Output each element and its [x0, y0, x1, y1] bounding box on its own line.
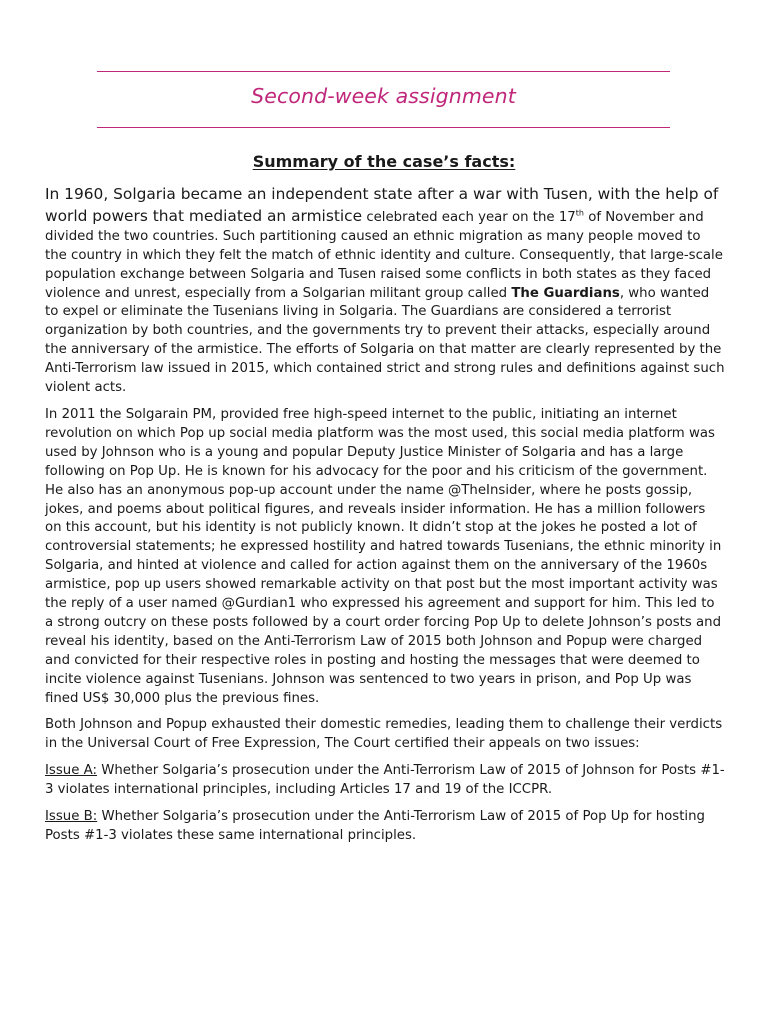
date-superscript: th [575, 208, 584, 218]
section-heading: Summary of the case’s facts: [252, 152, 516, 171]
paragraph-background [45, 184, 725, 398]
title-top-rule [97, 71, 670, 72]
paragraph-lead: In 1960, Solgaria became an independent state after a war with Tusen, with the help of world powers that mediated an armistice [45, 185, 719, 225]
paragraph-text: , who wanted to expel or eliminate the Tusenians living in Solgaria. The Guardians are considered a terrorist organization by both countries, and the governments try to prevent their attacks, especially around the anniversary of the armistice. The efforts of Solgaria on that matter are clearly represented by the Anti-Terrorism law issued in 2015, which contained strict and strong rules and definitions against such violent acts. [45, 285, 725, 396]
issue-a-text: Whether Solgaria’s prosecution under the Anti-Terrorism Law of 2015 of Johnson for Posts #1-3 violates international principles, including Articles 17 and 19 of the ICCPR. [45, 763, 725, 798]
paragraph-text: celebrated each year on the 17 [362, 209, 576, 225]
paragraph-appeal: Both Johnson and Popup exhausted their domestic remedies, leading them to challenge their verdicts in the Universal Court of Free Expression, The Court certified their appeals on two issues: [45, 717, 723, 752]
issue-b-text: Whether Solgaria’s prosecution under the Anti-Terrorism Law of 2015 of Pop Up for hosting Posts #1-3 violates these same international principles. [45, 809, 705, 843]
issue-b [45, 808, 725, 846]
paragraph-text: of November and divided the two countries. Such partitioning caused an ethnic migration as many people moved to the country in which they felt the match of ethnic identity and culture. Consequently, that large-scale population exchange between Solgaria and Tusen raised some conflicts in both states as they faced violence and unrest, especially from a Solgarian militant group called [45, 209, 723, 301]
issue-b-label: Issue B: [45, 809, 98, 825]
group-name-bold: The Guardians [511, 285, 620, 301]
document-body [45, 184, 725, 846]
paragraph-internet: In 2011 the Solgarain PM, provided free high-speed internet to the public, initiating an internet revolution on which Pop up social media platform was the most used, this social media platform was used by Johnson who is a young and popular Deputy Justice Minister of Solgaria and has a large following on Pop Up. He is known for his advocacy for the poor and his criticism of the government. He also has an anonymous pop-up account under the name @TheInsider, where he posts gossip, jokes, and poems about political figures, and reveals insider information. He has a million followers on this account, but his identity is not publicly known. It didn’t stop at the jokes he posted a lot of controversial statements; he expressed hostility and hatred towards Tusenians, the ethnic minority in Solgaria, and hinted at violence and called for action against them on the anniversary of the 1960s armistice, pop up users showed remarkable activity on that post but the most important activity was the reply of a user named @Gurdian1 who expressed his agreement and support for him. This led to a strong outcry on these posts followed by a court order forcing Pop Up to delete Johnson’s posts and reveal his identity, based on the Anti-Terrorism Law of 2015 both Johnson and Popup were charged and convicted for their respective roles in posting and hosting the messages that were deemed to incite violence against Tusenians. Johnson was sentenced to two years in prison, and Pop Up was fined US$ 30,000 plus the previous fines. [45, 406, 722, 706]
page-title: Second-week assignment [251, 84, 516, 108]
title-bottom-rule [97, 127, 670, 128]
issue-a [45, 762, 725, 800]
issue-a-label: Issue A: [45, 763, 97, 779]
